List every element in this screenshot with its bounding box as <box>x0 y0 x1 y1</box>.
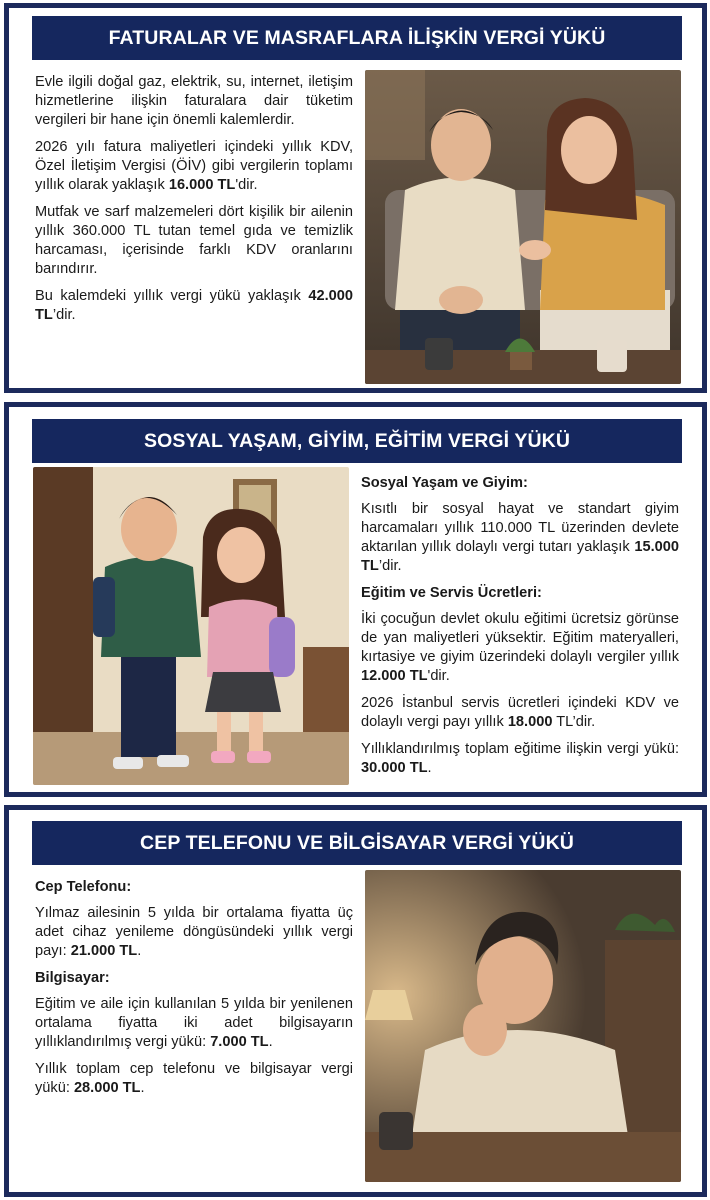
paragraph: Bu kalemdeki yıllık vergi yükü yaklaşık 42.000 TL’dir. <box>35 288 353 323</box>
paragraph: Yıllık toplam cep telefonu ve bilgisayar vergi yükü: 28.000 TL. <box>35 1061 353 1096</box>
bills-text <box>35 73 353 333</box>
paragraph: Yılmaz ailesinin 5 yılda bir ortalama fiyatta üç adet cihaz yenileme döngüsündeki yıllık vergi payı: 21.000 TL. <box>35 905 353 959</box>
social-education-text <box>361 474 679 786</box>
thoughtful-man-illustration <box>365 870 681 1182</box>
paragraph: 2026 İstanbul servis ücretleri içindeki KDV ve dolaylı vergi payı yıllık 18.000 TL’dir. <box>361 695 679 730</box>
subheading-computer: Bilgisayar: <box>35 970 110 986</box>
subheading-education-service: Eğitim ve Servis Ücretleri: <box>361 585 542 601</box>
social-education-tax-panel <box>4 402 707 797</box>
bills-tax-panel <box>4 3 707 393</box>
worried-couple-illustration <box>365 70 681 384</box>
phone-computer-text <box>35 878 353 1106</box>
paragraph: Mutfak ve sarf malzemeleri dört kişilik bir ailenin yıllık 360.000 TL tutan temel gıda ve temizlik harcaması, içerisinde farklı KDV oranlarını barındırır. <box>35 204 353 277</box>
paragraph: 2026 yılı fatura maliyetleri içindeki yıllık KDV, Özel İletişim Vergisi (ÖİV) gibi vergilerin toplamı yıllık olarak yaklaşık 16.000 TL'dir. <box>35 139 353 193</box>
paragraph: Yıllıklandırılmış toplam eğitime ilişkin vergi yükü: 30.000 TL. <box>361 741 679 776</box>
section-title: CEP TELEFONU VE BİLGİSAYAR VERGİ YÜKÜ <box>32 821 682 865</box>
paragraph: Eğitim ve aile için kullanılan 5 yılda bir yenilenen ortalama fiyatta iki adet bilgisayarın yıllıklandırılmış vergi yükü: 7.000 TL. <box>35 996 353 1050</box>
section-title: FATURALAR VE MASRAFLARA İLİŞKİN VERGİ YÜKÜ <box>32 16 682 60</box>
children-illustration <box>33 467 349 785</box>
subheading-social-clothing: Sosyal Yaşam ve Giyim: <box>361 475 528 491</box>
phone-computer-tax-panel <box>4 805 707 1197</box>
paragraph: İki çocuğun devlet okulu eğitimi ücretsiz görünse de yan maliyetleri yüksektir. Eğitim materyalleri, kırtasiye ve giyim üzerindeki dolaylı vergiler yıllık 12.000 TL'dir. <box>361 611 679 684</box>
paragraph: Kısıtlı bir sosyal hayat ve standart giyim harcamaları yıllık 110.000 TL üzerinden devlete aktarılan yıllık dolaylı vergi tutarı yaklaşık 15.000 TL’dir. <box>361 501 679 574</box>
section-title: SOSYAL YAŞAM, GİYİM, EĞİTİM VERGİ YÜKÜ <box>32 419 682 463</box>
subheading-phone: Cep Telefonu: <box>35 879 132 895</box>
paragraph: Evle ilgili doğal gaz, elektrik, su, internet, iletişim hizmetlerine ilişkin faturalara dair tüketim vergileri bir hane için önemli kalemlerdir. <box>35 74 353 128</box>
